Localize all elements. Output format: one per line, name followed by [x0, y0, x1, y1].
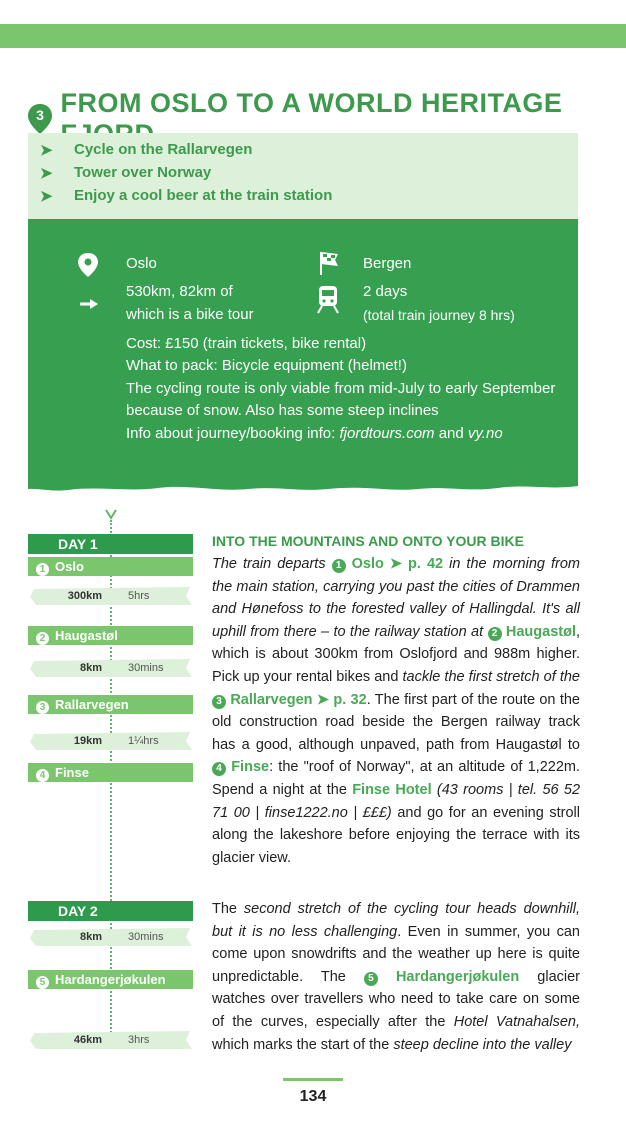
leg-4: 8km 30mins [30, 926, 192, 948]
page-title: FROM OSLO TO A WORLD HERITAGE [60, 88, 563, 118]
stop-rallarvegen: 3 Rallarvegen [28, 695, 193, 714]
oslo-link[interactable]: Oslo ➤ p. 42 [351, 556, 444, 572]
duration: 2 days [363, 283, 408, 300]
stop-hardangerjokulen: 5 Hardangerjøkulen [28, 970, 193, 989]
journey-info-box [28, 219, 578, 485]
leg-3: 19km 1¼hrs [30, 730, 192, 752]
train-icon [317, 286, 339, 314]
route-note-2: because of snow. Also has some steep inclines [126, 402, 439, 419]
stop-oslo: 1 Oslo [28, 557, 193, 576]
route-note-1: The cycling route is only viable from mid-July to early September [126, 380, 556, 397]
cost-info: Cost: £150 (train tickets, bike rental) [126, 335, 367, 352]
day-1-label: DAY 1 [28, 534, 193, 554]
location-pin-icon [78, 253, 98, 277]
stop-finse: 4 Finse [28, 763, 193, 782]
finse-hotel-link[interactable]: Finse Hotel [352, 781, 432, 798]
tour-number-marker [28, 104, 50, 134]
finse-link[interactable]: Finse [231, 759, 270, 776]
arrow-icon: ➤ [40, 188, 53, 205]
end-location: Bergen [363, 255, 412, 272]
day-2-text: The second stretch of the cycling tour heads downhill, but it is no less challenging. Even in summer, you can come upon snowdrifts and the weather up here is quite unpredictable. The 5 Hardangerjøkulen glacier watches over travellers who need to take care on some of the curves, especially after the Hotel Vatnahalsen, which marks the start of the steep decline into the valley [212, 901, 581, 1053]
torn-edge [28, 480, 578, 496]
header-bar [0, 24, 626, 48]
leg-2: 8km 30mins [30, 657, 192, 679]
packing-info: What to pack: Bicycle equipment (helmet!) [126, 357, 407, 374]
highlight-item: ➤ Tower over Norway [40, 164, 212, 182]
arrow-icon: ➤ [40, 165, 53, 182]
leg-5: 46km 3hrs [30, 1029, 192, 1051]
leg-1: 300km 5hrs [30, 585, 192, 607]
tour-number: 3 [36, 107, 44, 123]
booking-link-vy[interactable]: vy.no [467, 425, 503, 442]
haugastol-link[interactable]: Haugastøl [505, 623, 576, 640]
chevron-down-icon [105, 508, 117, 520]
rallarvegen-link[interactable]: Rallarvegen ➤ p. 32 [230, 691, 367, 708]
hardangerjokulen-link[interactable]: Hardangerjøkulen [395, 968, 520, 985]
booking-info: Info about journey/booking info: fjordtours.com and vy.no [126, 425, 503, 442]
section-title: INTO THE MOUNTAINS AND ONTO YOUR BIKE [212, 533, 524, 549]
arrow-right-icon [80, 299, 98, 309]
page-number: 134 [299, 1088, 327, 1105]
stop-haugastol: 2 Haugastøl [28, 626, 193, 645]
highlight-item: ➤ Cycle on the Rallarvegen [40, 141, 253, 159]
day-1-text: The train departs 1 Oslo ➤ p. 42 in the morning from the main station, carrying you past the cities of Drammen and Hønefoss to the forested valley of Hallingdal. It's all uphill from there – to the railway station at 2 Haugastøl, which is about 300km from Oslofjord and 988m higher. Pick up your rental bikes and tackle the first stretch of the 3 Rallarvegen ➤ p. 32. The first part of the route on the old construction road beside the Bergen railway track has a good, although unpaved, path from Haugastøl to 4 Finse: the "roof of Norway", at an altitude of 1,222m. Spend a night at the Finse Hotel (43 rooms | tel. 56 52 71 00 | finse1222.no | £££) and go for an evening stroll along the lakeshore before enjoying the terrace with its glacier view. [212, 556, 581, 866]
duration-note: (total train journey 8 hrs) [363, 307, 515, 323]
start-location: Oslo [126, 255, 157, 272]
finish-flag-icon [318, 250, 340, 276]
arrow-icon: ➤ [40, 142, 53, 159]
page-number-rule [283, 1078, 343, 1081]
distance-line-2: which is a bike tour [126, 306, 254, 323]
distance-line-1: 530km, 82km of [126, 283, 233, 300]
highlights-box [28, 133, 578, 219]
highlight-item: ➤ Enjoy a cool beer at the train station [40, 187, 333, 205]
booking-link-fjordtours[interactable]: fjordtours.com [339, 425, 435, 442]
day-2-label: DAY 2 [28, 901, 193, 921]
